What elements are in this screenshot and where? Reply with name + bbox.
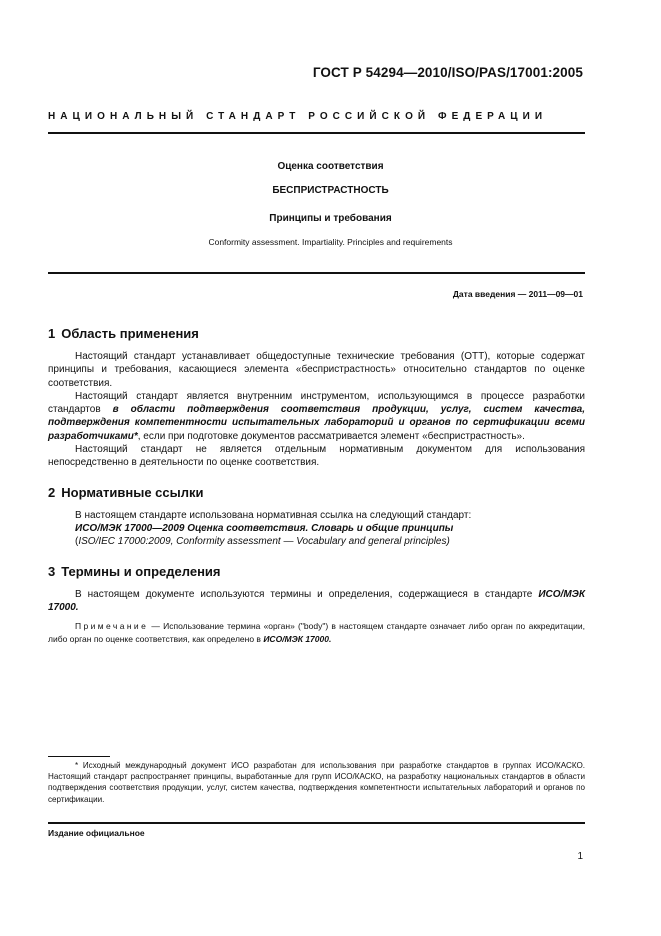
- footnote: * Исходный международный документ ИСО разработан для использования при разработке стандартов в группах ИСО/КАСКО. Настоящий стандарт распространяет принципы, выработанные для групп ИСО/КАСКО, на разработку национальных стандартов в области подтверждения соответствия продукции, услуг, систем качества, подтверждения компетентности испытательных лабораторий и органов по сертификации.: [48, 761, 585, 804]
- text-run: , если при подготовке документов рассматривается элемент «беспристрастность».: [137, 430, 525, 442]
- document-body: [48, 326, 585, 646]
- title-english: Conformity assessment. Impartiality. Principles and requirements: [208, 237, 453, 247]
- section-number: 3: [48, 563, 56, 579]
- section-heading-2: [48, 485, 585, 500]
- text-run: Настоящий стандарт является внутренним инструментом, использующимся в процессе разработки стандартов: [48, 390, 585, 416]
- paragraph: [48, 390, 585, 443]
- note: [48, 620, 585, 646]
- paragraph: В настоящем стандарте использована нормативная ссылка на следующий стандарт:: [75, 509, 472, 521]
- title-divider: [48, 272, 585, 274]
- normative-reference-intl: [48, 535, 585, 548]
- section-title: Нормативные ссылки: [61, 484, 204, 500]
- paragraph: [48, 588, 585, 615]
- text-run: В настоящем документе используются термины и определения, содержащиеся в стандарте: [75, 588, 539, 600]
- section-number: 2: [48, 484, 56, 500]
- title-line-1: Оценка соответствия: [277, 161, 384, 172]
- section-number: 1: [48, 326, 56, 341]
- footer-divider: [48, 822, 585, 824]
- note-label: Примечание: [75, 621, 149, 632]
- footnote-divider: [48, 756, 110, 757]
- emphasis-text: ИСО/МЭК 17000.: [48, 588, 585, 613]
- header-divider: [48, 132, 585, 134]
- national-standard-banner: НАЦИОНАЛЬНЫЙ СТАНДАРТ РОССИЙСКОЙ ФЕДЕРАЦИИ: [48, 111, 548, 122]
- section-title: Термины и определения: [61, 563, 221, 579]
- emphasis-text: ISO/IEC 17000:2009, Conformity assessment — Vocabulary and general principles): [78, 536, 450, 548]
- edition-label: Издание официальное: [48, 828, 145, 838]
- emphasis-text: в области подтверждения соответствия продукции, услуг, систем качества, подтверждения компетентности испытательных лабораторий и органов по сертификации всеми разработчиками*: [48, 404, 585, 442]
- emphasis-text: ИСО/МЭК 17000.: [263, 634, 332, 645]
- title-line-3: Принципы и требования: [269, 213, 392, 224]
- text-run: (: [75, 536, 79, 548]
- standard-code: ГОСТ Р 54294—2010/ISO/PAS/17001:2005: [312, 65, 583, 80]
- paragraph: Настоящий стандарт не является отдельным нормативным документом для использования непосредственно в деятельности по оценке соответствия.: [48, 444, 585, 469]
- title-line-2: БЕСПРИСТРАСТНОСТЬ: [272, 185, 389, 196]
- normative-reference: ИСО/МЭК 17000—2009 Оценка соответствия. Словарь и общие принципы: [75, 522, 454, 534]
- section-heading-3: [48, 564, 585, 579]
- introduction-date: Дата введения — 2011—09—01: [452, 289, 583, 299]
- paragraph: Настоящий стандарт устанавливает общедоступные технические требования (ОТТ), которые содержат принципы и требования, касающиеся элемента «беспристрастность» относительно стандартов по оценке соответствия.: [48, 351, 585, 389]
- section-title: Область применения: [61, 326, 199, 341]
- section-heading-1: [48, 326, 585, 341]
- text-run: — Использование термина «орган» ("body") в настоящем стандарте означает либо орган по аккредитации, либо орган по оценке соответствия, как определено в: [48, 621, 585, 645]
- page-number: 1: [577, 851, 583, 862]
